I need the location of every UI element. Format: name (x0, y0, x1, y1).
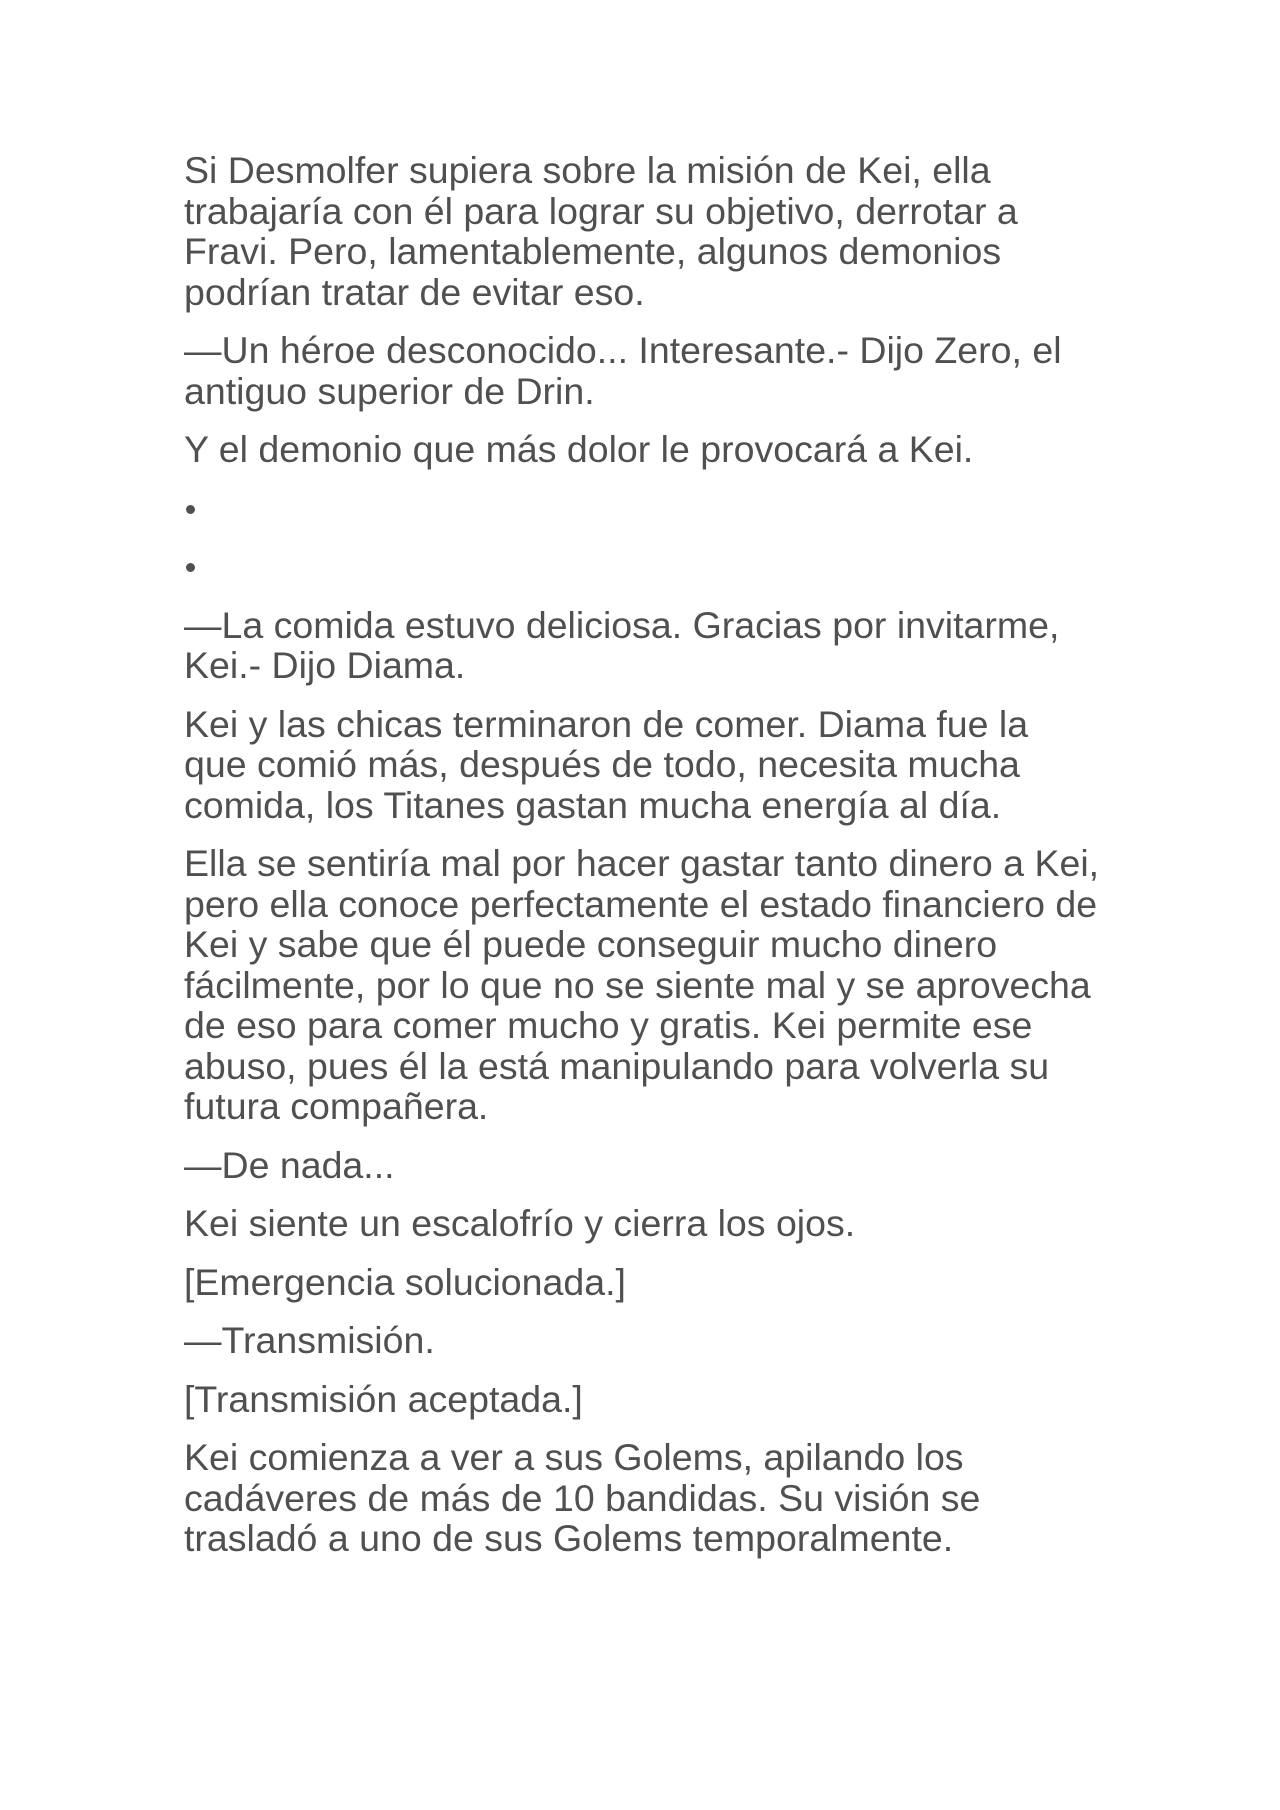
paragraph-transmision-aceptada: [Transmisión aceptada.] (184, 1377, 583, 1420)
paragraph-emergencia: [Emergencia solucionada.] (184, 1260, 626, 1303)
paragraph-desmolfer: Si Desmolfer supiera sobre la misión de Kei, ella trabajaría con él para lograr su objetivo, derrotar a Fravi. Pero, lamentablemente, algunos demonios podrían tratar de evitar eso. (184, 149, 1018, 313)
bullet-dot-icon (186, 505, 195, 514)
bullet-separator (184, 488, 1124, 529)
bullet-separator (184, 546, 1124, 587)
paragraph-diama-dialogue: —La comida estuvo deliciosa. Gracias por invitarme, Kei.- Dijo Diama. (184, 603, 1060, 686)
document-body (184, 150, 1124, 1577)
bullet-dot-icon (186, 563, 195, 572)
paragraph-transmision: —Transmisión. (184, 1319, 435, 1361)
paragraph-golems: Kei comienza a ver a sus Golems, apilando los cadáveres de más de 10 bandidas. Su visión se trasladó a uno de sus Golems temporalmente. (184, 1436, 981, 1559)
paragraph-zero-dialogue: —Un héroe desconocido... Interesante.- Dijo Zero, el antiguo superior de Drin. (184, 329, 1062, 412)
paragraph-escalofrio: Kei siente un escalofrío y cierra los ojos. (184, 1202, 856, 1244)
paragraph-demonio: Y el demonio que más dolor le provocará a Kei. (184, 428, 974, 470)
paragraph-de-nada: —De nada... (184, 1143, 395, 1186)
paragraph-dinero: Ella se sentiría mal por hacer gastar tanto dinero a Kei, pero ella conoce perfectamente el estado financiero de Kei y sabe que él puede conseguir mucho dinero fácilmente, por lo que no se siente mal y se aprovecha de eso para comer mucho y gratis. Kei permite ese abuso, pues él la está manipulando para volverla su futura compañera. (184, 842, 1100, 1127)
paragraph-comida: Kei y las chicas terminaron de comer. Diama fue la que comió más, después de todo, necesita mucha comida, los Titanes gastan mucha energía al día. (184, 702, 1029, 826)
